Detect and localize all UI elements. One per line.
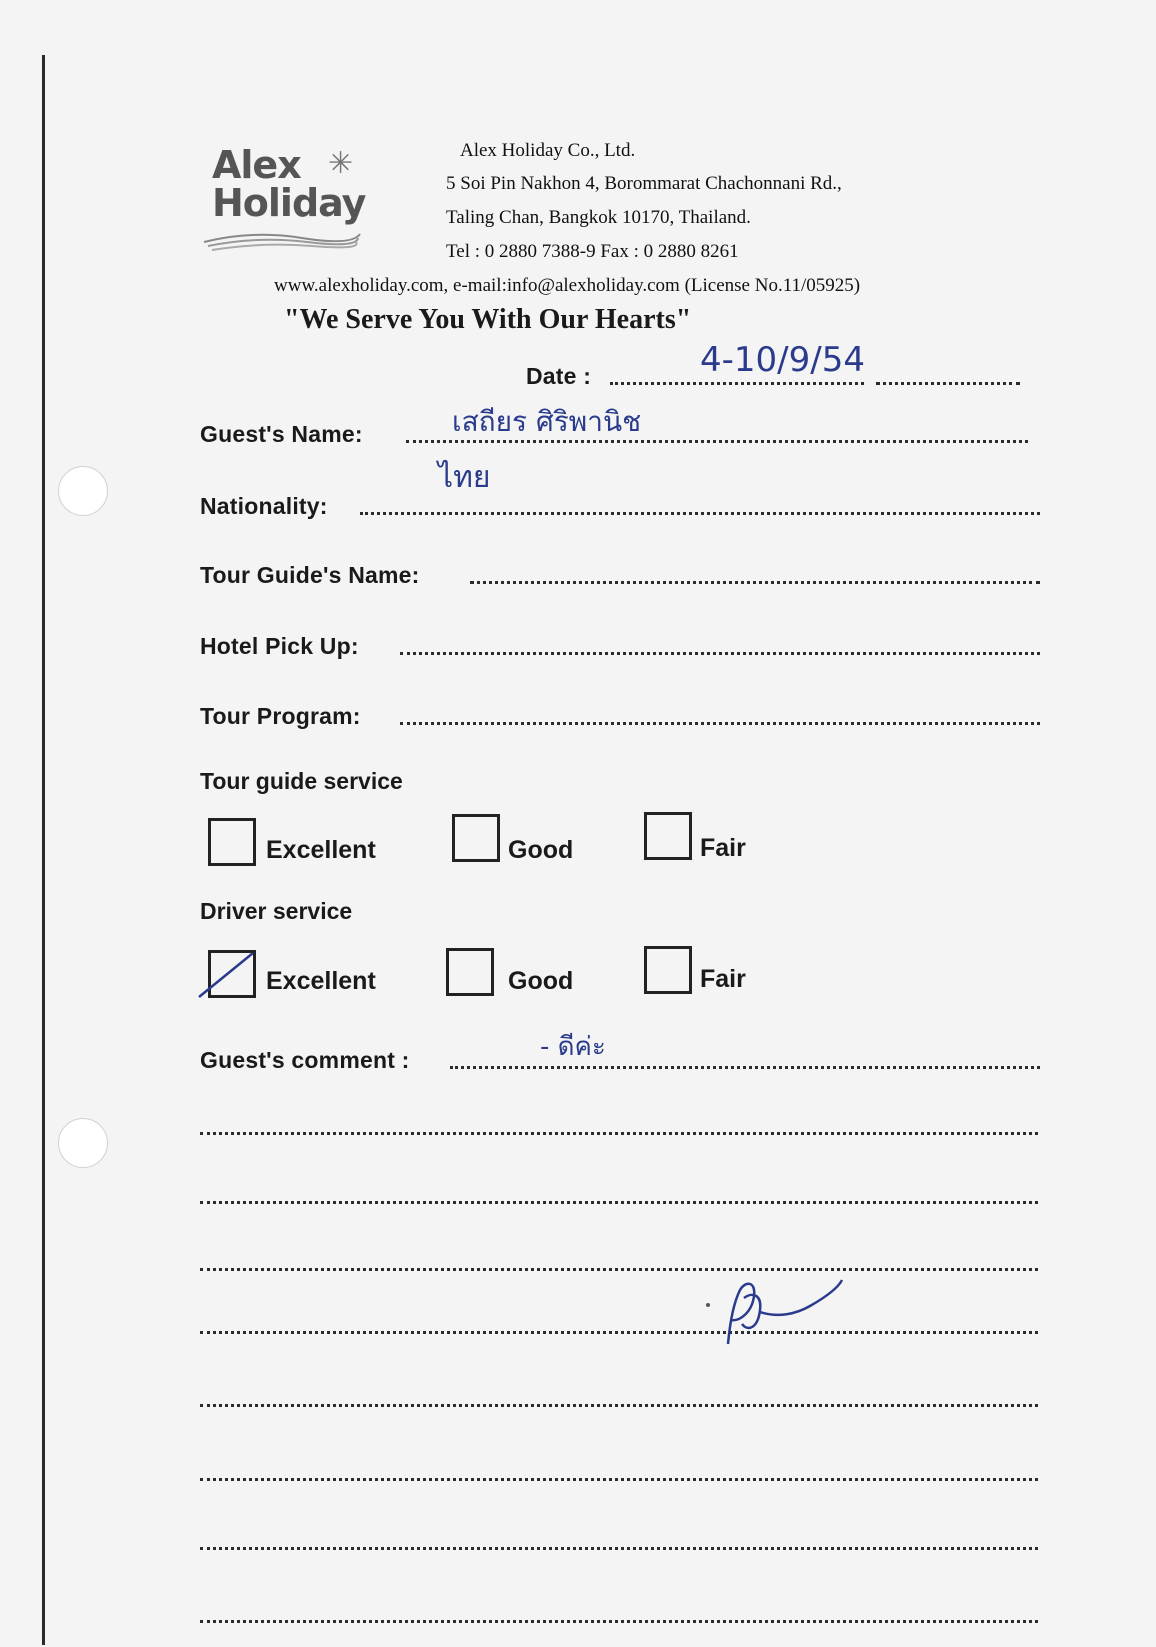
company-tagline: "We Serve You With Our Hearts" xyxy=(284,304,692,335)
tour-guide-fair-label: Fair xyxy=(700,834,746,862)
driver-fair-checkbox[interactable] xyxy=(644,946,692,994)
logo-text-line2: Holiday xyxy=(212,181,366,225)
tour-guide-excellent-label: Excellent xyxy=(266,836,376,864)
nationality-field[interactable] xyxy=(200,490,1040,520)
comment-line[interactable] xyxy=(200,1547,1038,1550)
comment-line[interactable] xyxy=(200,1404,1038,1407)
tour-guide-fair-checkbox[interactable] xyxy=(644,812,692,860)
hotel-pickup-field[interactable] xyxy=(200,630,1040,660)
nationality-handwritten: ไทย xyxy=(438,460,491,495)
guest-comment-label: Guest's comment : xyxy=(200,1047,410,1073)
company-address-line1: 5 Soi Pin Nakhon 4, Borommarat Chachonnani Rd., xyxy=(446,173,842,194)
comment-line[interactable] xyxy=(200,1201,1038,1204)
hotel-pickup-label: Hotel Pick Up: xyxy=(200,633,359,659)
guest-comment-field[interactable] xyxy=(200,1044,1040,1074)
binder-margin-line xyxy=(42,55,45,1645)
tour-guide-service-title: Tour guide service xyxy=(200,768,403,794)
comment-line[interactable] xyxy=(200,1132,1038,1135)
company-address-line2: Taling Chan, Bangkok 10170, Thailand. xyxy=(446,207,751,228)
date-handwritten: 4-10/9/54 xyxy=(700,340,865,380)
handwritten-signature xyxy=(700,1262,850,1352)
company-logo xyxy=(200,140,390,260)
guest-name-label: Guest's Name: xyxy=(200,421,363,447)
comment-line[interactable] xyxy=(200,1268,1038,1271)
tour-program-field[interactable] xyxy=(200,700,1040,730)
comment-line[interactable] xyxy=(200,1620,1038,1623)
punch-hole xyxy=(58,1118,108,1168)
date-dotted-line xyxy=(610,382,864,385)
date-label: Date : xyxy=(526,363,592,389)
driver-good-label: Good xyxy=(508,967,574,995)
checkmark-icon xyxy=(195,947,257,1001)
guest-comment-handwritten: - ดีค่ะ xyxy=(540,1032,606,1062)
comment-line[interactable] xyxy=(200,1478,1038,1481)
date-dotted-line-2 xyxy=(876,382,1020,385)
tour-guide-name-label: Tour Guide's Name: xyxy=(200,562,420,588)
comment-line[interactable] xyxy=(200,1331,1038,1334)
driver-good-checkbox[interactable] xyxy=(446,948,494,996)
hotel-pickup-dotted-line xyxy=(400,652,1040,655)
nationality-label: Nationality: xyxy=(200,493,328,519)
tour-guide-good-checkbox[interactable] xyxy=(452,814,500,862)
tour-program-label: Tour Program: xyxy=(200,703,361,729)
tour-guide-name-dotted-line xyxy=(470,581,1040,584)
guest-name-handwritten: เสถียร ศิริพานิช xyxy=(452,405,642,438)
company-web-email: www.alexholiday.com, e-mail:info@alexholiday.com (License No.11/05925) xyxy=(274,275,861,296)
tour-guide-good-label: Good xyxy=(508,836,574,864)
tour-program-dotted-line xyxy=(400,722,1040,725)
company-name: Alex Holiday Co., Ltd. xyxy=(460,140,636,161)
ink-dot xyxy=(706,1303,710,1307)
guest-comment-dotted-line xyxy=(450,1066,1040,1069)
driver-service-title: Driver service xyxy=(200,898,353,924)
company-phone: Tel : 0 2880 7388-9 Fax : 0 2880 8261 xyxy=(446,241,739,262)
logo-star-icon: ✳ xyxy=(328,147,354,180)
logo-waves-icon xyxy=(202,228,362,254)
driver-excellent-label: Excellent xyxy=(266,967,376,995)
driver-excellent-checkbox[interactable] xyxy=(208,950,256,998)
tour-guide-name-field[interactable] xyxy=(200,559,1040,589)
punch-hole xyxy=(58,466,108,516)
nationality-dotted-line xyxy=(360,512,1040,515)
driver-fair-label: Fair xyxy=(700,965,746,993)
logo-text-line1: Alex xyxy=(212,143,301,187)
tour-guide-excellent-checkbox[interactable] xyxy=(208,818,256,866)
